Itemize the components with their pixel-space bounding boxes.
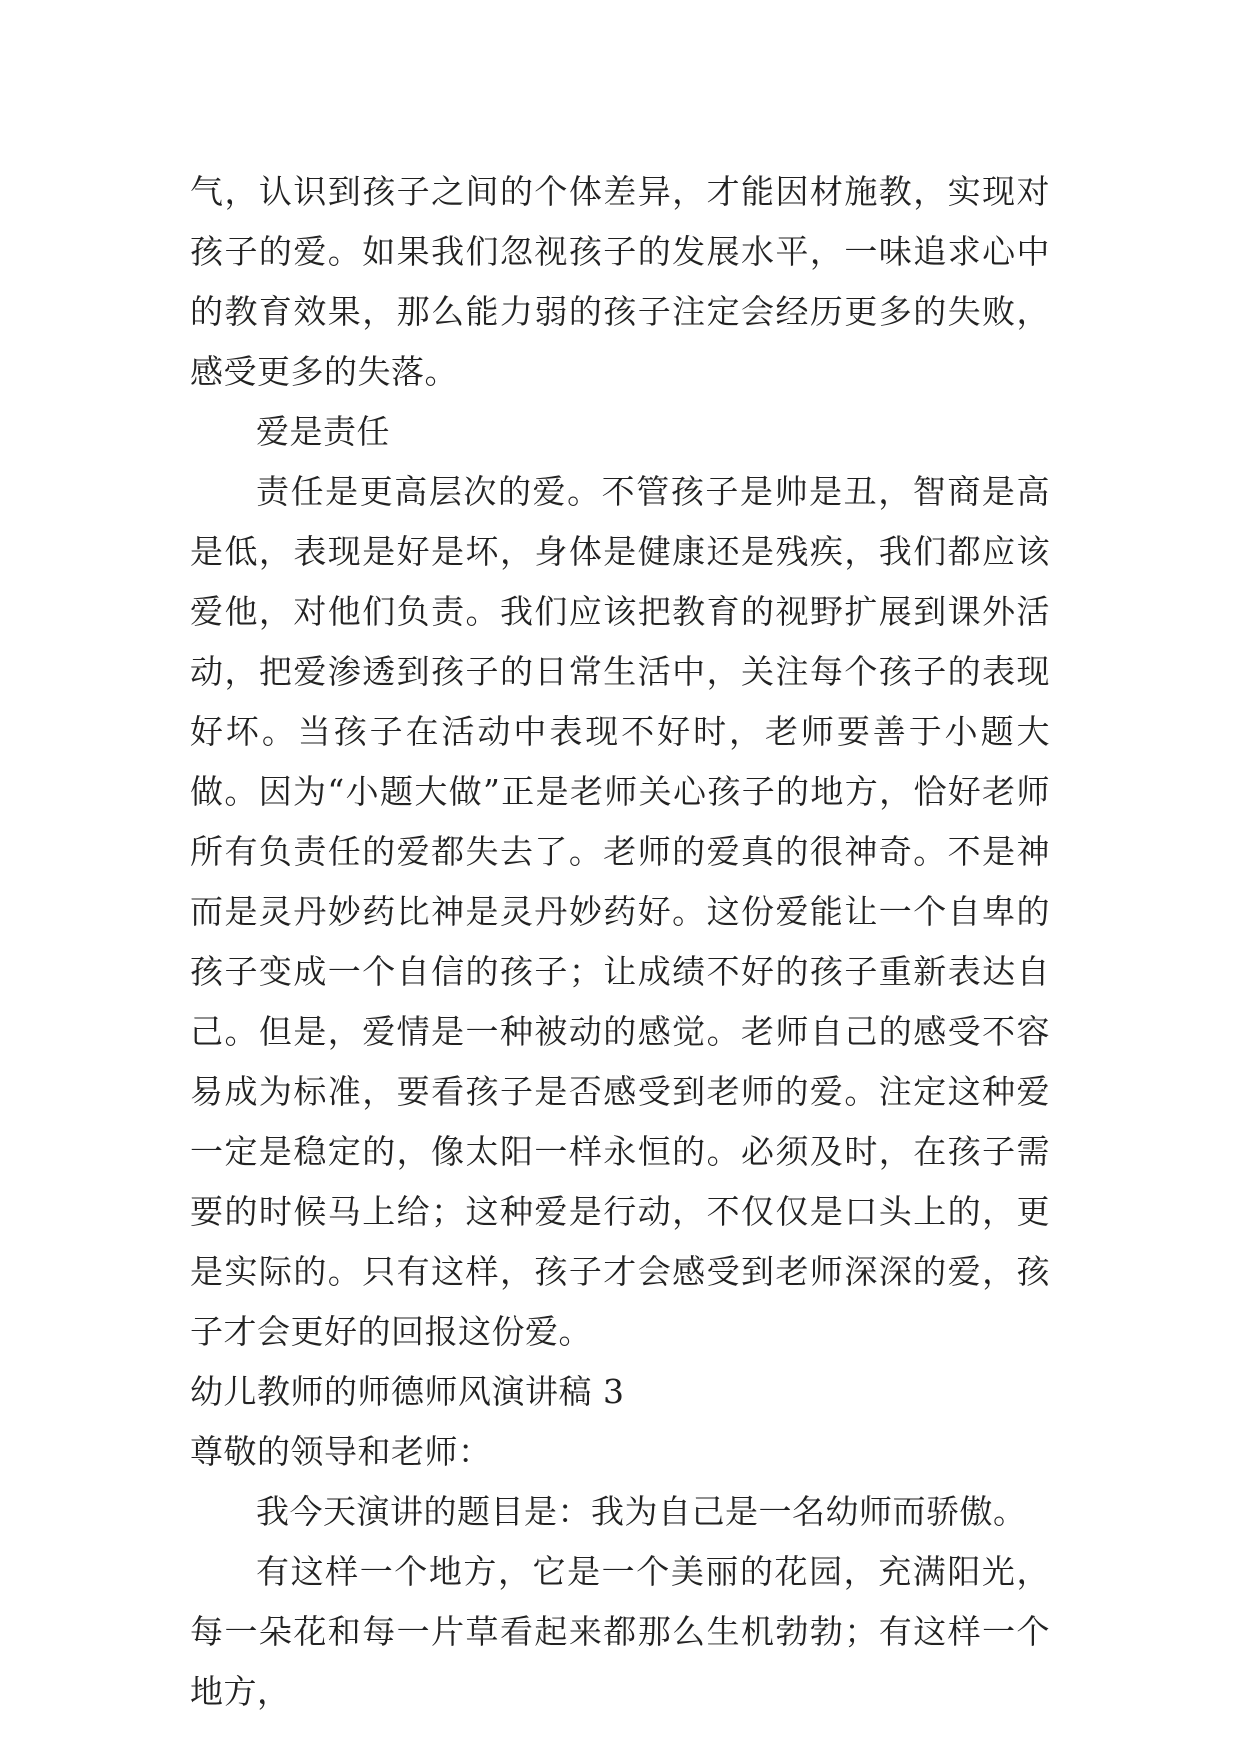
paragraph-responsibility: 责任是更高层次的爱。不管孩子是帅是丑，智商是高是低，表现是好是坏，身体是健康还是残疾，我们都应该爱他，对他们负责。我们应该把教育的视野扩展到课外活动，把爱渗透到孩子的日常生活中，关注每个孩子的表现好坏。当孩子在活动中表现不好时，老师要善于小题大做。因为“小题大做”正是老师关心孩子的地方，恰好老师所有负责任的爱都失去了。老师的爱真的很神奇。不是神而是灵丹妙药比神是灵丹妙药好。这份爱能让一个自卑的孩子变成一个自信的孩子；让成绩不好的孩子重新表达自己。但是，爱情是一种被动的感觉。老师自己的感受不容易成为标准，要看孩子是否感受到老师的爱。注定这种爱一定是稳定的，像太阳一样永恒的。必须及时，在孩子需要的时候马上给；这种爱是行动，不仅仅是口头上的，更是实际的。只有这样，孩子才会感受到老师深深的爱，孩子才会更好的回报这份爱。 bbox=[190, 472, 1050, 1351]
speech-topic-paragraph: 我今天演讲的题目是：我为自己是一名幼师而骄傲。 bbox=[256, 1492, 1027, 1531]
paragraph-continuation: 气，认识到孩子之间的个体差异，才能因材施教，实现对孩子的爱。如果我们忽视孩子的发展水平，一味追求心中的教育效果，那么能力弱的孩子注定会经历更多的失败，感受更多的失落。 bbox=[190, 172, 1050, 391]
speech-title: 幼儿教师的师德师风演讲稿 3 bbox=[190, 1372, 625, 1411]
paragraph-garden: 有这样一个地方，它是一个美丽的花园，充满阳光，每一朵花和每一片草看起来都那么生机勃勃；有这样一个地方， bbox=[190, 1552, 1050, 1711]
document-body bbox=[190, 162, 1050, 1722]
section-heading-love-is-responsibility: 爱是责任 bbox=[256, 412, 390, 451]
salutation: 尊敬的领导和老师： bbox=[190, 1432, 492, 1471]
